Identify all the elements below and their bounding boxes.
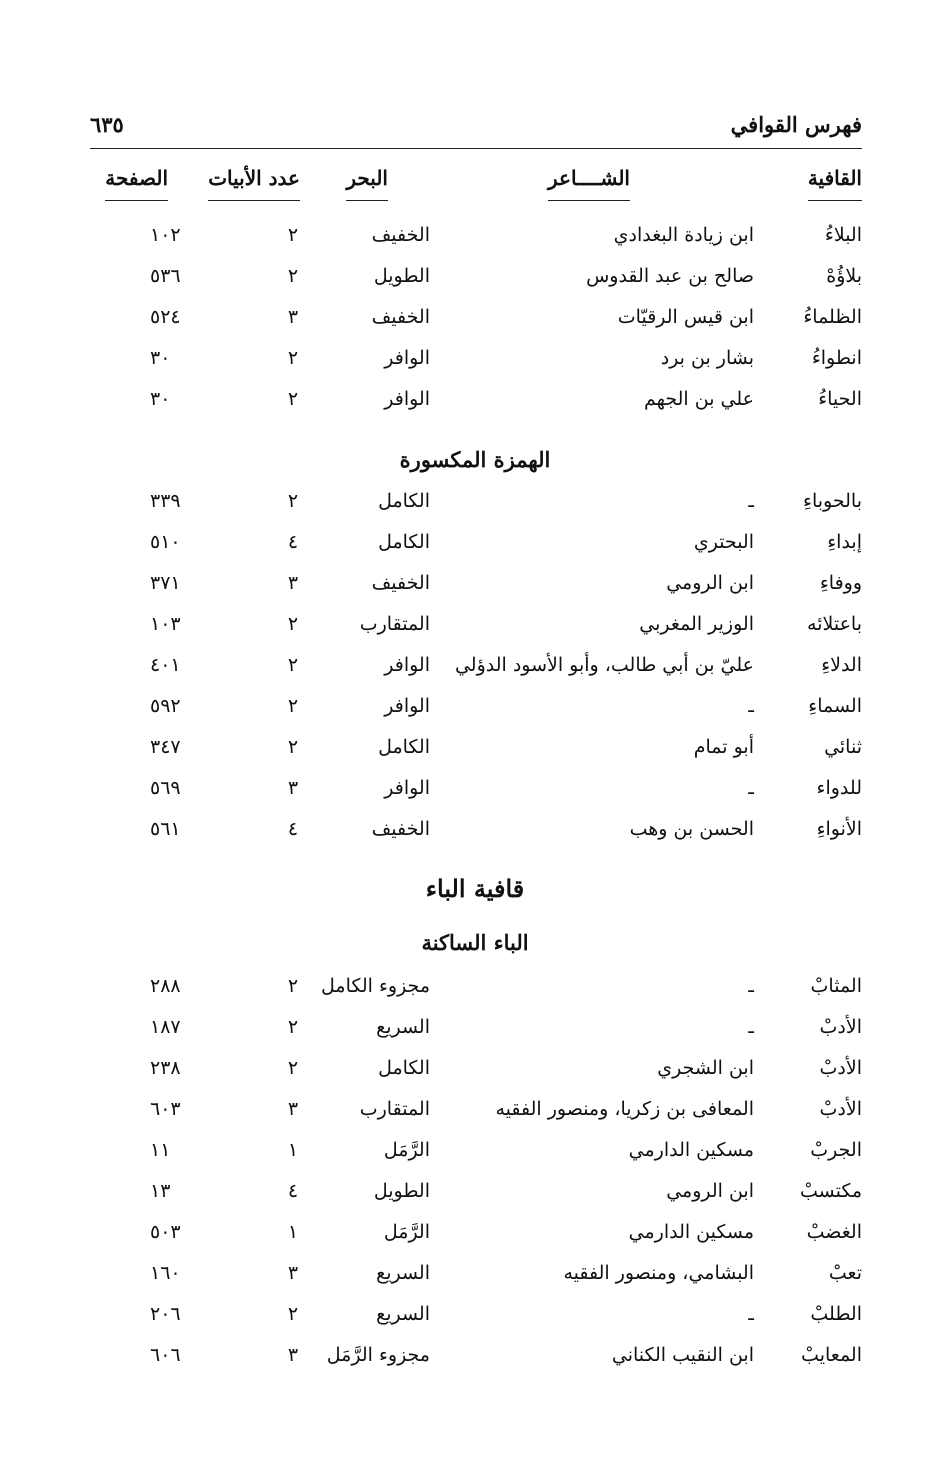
column-header-verse-count-label: عدد الأبيات: [208, 166, 300, 201]
index-entry-row: [0, 490, 950, 531]
verse-count: ٣: [287, 572, 299, 594]
page-ref: ١٠٣: [150, 613, 181, 635]
meter-name: الوافر: [384, 388, 430, 410]
poet-name: ـ: [748, 490, 754, 512]
poet-name: ـ: [748, 975, 754, 997]
index-entry-row: [0, 736, 950, 777]
page-ref: ١٠٢: [150, 224, 181, 246]
verse-count: ٢: [287, 736, 299, 758]
rhyme-word: تعبْ: [828, 1262, 862, 1284]
poet-name: البشامي، ومنصور الفقيه: [563, 1262, 754, 1284]
verse-count: ٤: [287, 818, 299, 840]
column-header-page-label: الصفحة: [105, 166, 168, 201]
page-ref: ٥٢٤: [150, 306, 181, 328]
meter-name: السريع: [376, 1262, 430, 1284]
column-header-verse-count: [208, 166, 300, 201]
page-ref: ٥٩٢: [150, 695, 181, 717]
poet-name: ابن زيادة البغدادي: [613, 224, 754, 246]
poet-name: ابن الشجري: [657, 1057, 754, 1079]
index-entry-row: [0, 1221, 950, 1262]
rhyme-word: الغضبْ: [806, 1221, 862, 1243]
page-number: ٦٣٥: [90, 112, 124, 137]
column-header-qafiya: [808, 166, 862, 201]
meter-name: مجزوء الكامل: [321, 975, 430, 997]
verse-count: ٣: [287, 306, 299, 328]
poet-name: ـ: [748, 777, 754, 799]
verse-count: ٢: [287, 490, 299, 512]
rhyme-word: السماءِ: [808, 695, 862, 717]
page-ref: ٢٠٦: [150, 1303, 181, 1325]
rhyme-word: الأدبْ: [819, 1016, 862, 1038]
poet-name: ـ: [748, 1016, 754, 1038]
verse-count: ٤: [287, 1180, 299, 1202]
index-entry-row: [0, 1139, 950, 1180]
poet-name: البحتري: [693, 531, 754, 553]
verse-count: ١: [287, 1221, 299, 1243]
poet-name: مسكين الدارمي: [628, 1139, 754, 1161]
rhyme-word: ثنائي: [824, 736, 862, 758]
index-entry-row: [0, 531, 950, 572]
index-entry-row: [0, 654, 950, 695]
page-ref: ٣٠: [150, 347, 171, 369]
index-entry-row: [0, 613, 950, 654]
meter-name: الكامل: [378, 736, 430, 758]
poet-name: ـ: [748, 1303, 754, 1325]
page-ref: ٢٨٨: [150, 975, 181, 997]
page-ref: ٣٧١: [150, 572, 181, 594]
poet-name: ابن قيس الرقيّات: [617, 306, 754, 328]
entries-baa-sakina: [0, 975, 950, 1385]
verse-count: ٢: [287, 654, 299, 676]
rhyme-word: باعتلائه: [807, 613, 862, 635]
header-rule: [90, 148, 862, 149]
index-entry-row: [0, 224, 950, 265]
poet-name: مسكين الدارمي: [628, 1221, 754, 1243]
poet-name: ابن الرومي: [666, 1180, 754, 1202]
rhyme-word: الحياءُ: [818, 388, 862, 410]
page-ref: ١٨٧: [150, 1016, 181, 1038]
meter-name: المتقارب: [359, 613, 430, 635]
index-entry-row: [0, 306, 950, 347]
page-ref: ٢٣٨: [150, 1057, 181, 1079]
verse-count: ٣: [287, 1098, 299, 1120]
page-ref: ١٦٠: [150, 1262, 181, 1284]
rhyme-word: البلاءُ: [824, 224, 862, 246]
index-entry-row: [0, 1098, 950, 1139]
page-ref: ٣٣٩: [150, 490, 181, 512]
poet-name: أبو تمام: [693, 736, 754, 758]
column-header-meter-label: البحر: [346, 166, 388, 201]
poet-name: عليّ بن أبي طالب، وأبو الأسود الدؤلي: [454, 654, 754, 676]
column-header-page: [105, 166, 168, 201]
rhyme-word: الظلماءُ: [803, 306, 862, 328]
section-heading-qafiyat-al-baa: قافية الباء: [425, 874, 525, 903]
meter-name: الوافر: [384, 347, 430, 369]
column-header-poet-label: الشــــاعر: [548, 166, 630, 201]
meter-name: الكامل: [378, 490, 430, 512]
verse-count: ٣: [287, 777, 299, 799]
meter-name: السريع: [376, 1303, 430, 1325]
entries-hamza-maksura: [0, 490, 950, 859]
section-heading-baa-sakina: الباء الساكنة: [421, 930, 529, 955]
rhyme-word: الجربْ: [810, 1139, 862, 1161]
meter-name: الكامل: [378, 531, 430, 553]
rhyme-word: الأنواءِ: [816, 818, 862, 840]
verse-count: ٢: [287, 265, 299, 287]
meter-name: الوافر: [384, 654, 430, 676]
index-entry-row: [0, 1180, 950, 1221]
meter-name: السريع: [376, 1016, 430, 1038]
index-entry-row: [0, 777, 950, 818]
verse-count: ٢: [287, 224, 299, 246]
rhyme-word: الدلاءِ: [821, 654, 862, 676]
index-entry-row: [0, 347, 950, 388]
rhyme-word: الأدبْ: [819, 1098, 862, 1120]
meter-name: الخفيف: [371, 572, 430, 594]
rhyme-word: انطواءُ: [811, 347, 862, 369]
page-ref: ٥٦١: [150, 818, 181, 840]
verse-count: ٢: [287, 1057, 299, 1079]
rhyme-word: الطلبْ: [810, 1303, 862, 1325]
meter-name: الخفيف: [371, 818, 430, 840]
rhyme-word: مكتسبْ: [799, 1180, 862, 1202]
index-entry-row: [0, 1303, 950, 1344]
page-ref: ٣٤٧: [150, 736, 181, 758]
poet-name: الحسن بن وهب: [629, 818, 754, 840]
meter-name: الوافر: [384, 695, 430, 717]
column-header-qafiya-label: القافية: [808, 166, 862, 201]
rhyme-word: بلاؤُهْ: [826, 265, 862, 287]
poet-name: ابن الرومي: [666, 572, 754, 594]
index-entry-row: [0, 265, 950, 306]
poet-name: بشار بن برد: [660, 347, 754, 369]
page-ref: ١١: [150, 1139, 171, 1161]
index-entry-row: [0, 695, 950, 736]
index-entry-row: [0, 818, 950, 859]
section-heading-hamza-maksura: الهمزة المكسورة: [399, 447, 551, 472]
page-ref: ٣٠: [150, 388, 171, 410]
index-entry-row: [0, 1262, 950, 1303]
poet-name: المعافى بن زكريا، ومنصور الفقيه: [495, 1098, 754, 1120]
column-header-poet: [548, 166, 630, 201]
verse-count: ٢: [287, 695, 299, 717]
meter-name: الخفيف: [371, 224, 430, 246]
index-entry-row: [0, 975, 950, 1016]
verse-count: ٢: [287, 388, 299, 410]
page-ref: ٤٠١: [150, 654, 181, 676]
page-ref: ٥١٠: [150, 531, 181, 553]
poet-name: ـ: [748, 695, 754, 717]
meter-name: الرَّمَل: [383, 1139, 430, 1161]
meter-name: المتقارب: [359, 1098, 430, 1120]
page-ref: ٥٣٦: [150, 265, 181, 287]
index-entry-row: [0, 572, 950, 613]
rhyme-word: المعايبْ: [801, 1344, 862, 1366]
meter-name: الطويل: [373, 265, 430, 287]
meter-name: الرَّمَل: [383, 1221, 430, 1243]
page-ref: ٦٠٦: [150, 1344, 181, 1366]
verse-count: ٤: [287, 531, 299, 553]
index-entry-row: [0, 1016, 950, 1057]
verse-count: ٢: [287, 613, 299, 635]
rhyme-word: للدواء: [816, 777, 862, 799]
verse-count: ٢: [287, 347, 299, 369]
index-entry-row: [0, 1057, 950, 1098]
index-entry-row: [0, 388, 950, 429]
verse-count: ١: [287, 1139, 299, 1161]
page-ref: ١٣: [150, 1180, 171, 1202]
page-ref: ٦٠٣: [150, 1098, 181, 1120]
poet-name: صالح بن عبد القدوس: [586, 265, 754, 287]
verse-count: ٢: [287, 1016, 299, 1038]
header-title: فهرس القوافي: [730, 112, 862, 137]
poet-name: علي بن الجهم: [643, 388, 754, 410]
rhyme-word: المثابْ: [810, 975, 862, 997]
verse-count: ٢: [287, 975, 299, 997]
index-entry-row: [0, 1344, 950, 1385]
meter-name: الخفيف: [371, 306, 430, 328]
meter-name: الوافر: [384, 777, 430, 799]
rhyme-word: بالحوباءِ: [803, 490, 862, 512]
page-ref: ٥٠٣: [150, 1221, 181, 1243]
verse-count: ٣: [287, 1344, 299, 1366]
verse-count: ٢: [287, 1303, 299, 1325]
rhyme-word: الأدبْ: [819, 1057, 862, 1079]
rhyme-word: ووفاءِ: [819, 572, 862, 594]
poet-name: الوزير المغربي: [639, 613, 754, 635]
poet-name: ابن النقيب الكناني: [611, 1344, 754, 1366]
meter-name: الكامل: [378, 1057, 430, 1079]
rhyme-word: إبداءِ: [827, 531, 862, 553]
meter-name: مجزوء الرَّمَل: [326, 1344, 430, 1366]
verse-count: ٣: [287, 1262, 299, 1284]
column-header-meter: [346, 166, 388, 201]
page-ref: ٥٦٩: [150, 777, 181, 799]
running-header: [90, 108, 862, 148]
meter-name: الطويل: [373, 1180, 430, 1202]
entries-hamza-madmuma: [0, 224, 950, 429]
